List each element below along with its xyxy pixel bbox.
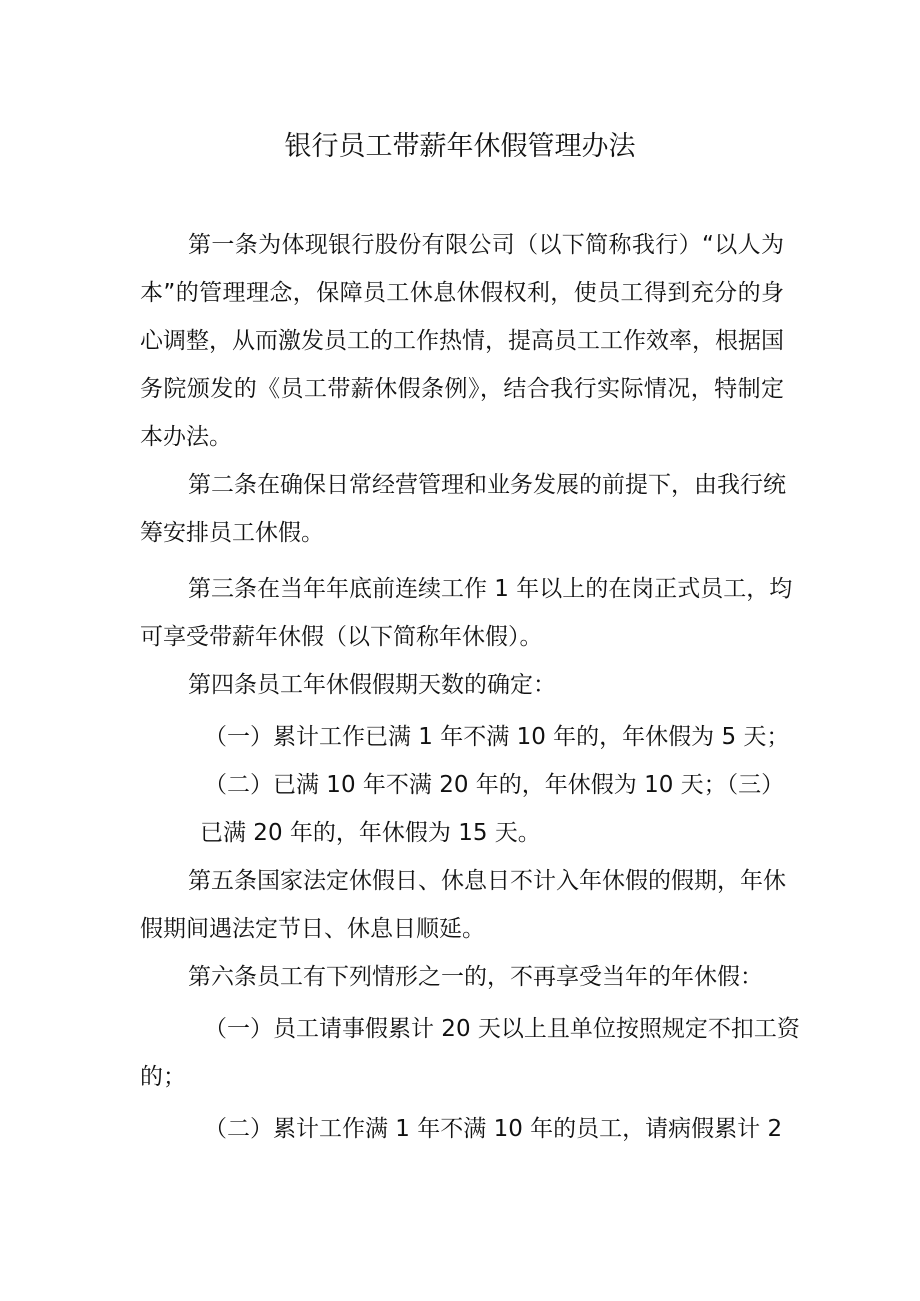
text-line: 假期间遇法定节日、休息日顺延。 (140, 916, 485, 942)
text-line: 第一条为体现银行股份有限公司（以下简称我行）“以人为 (188, 232, 784, 258)
text-line: 心调整，从而激发员工的工作热情，提高员工工作效率，根据国 (140, 328, 784, 354)
text-line: 的； (140, 1064, 186, 1090)
document-title: 银行员工带薪年休假管理办法 (284, 131, 636, 162)
text-line: 第二条在确保日常经营管理和业务发展的前提下，由我行统 (188, 472, 786, 498)
text-line: （一）员工请事假累计 20 天以上且单位按照规定不扣工资 (204, 1016, 800, 1042)
text-line: （二）累计工作满 1 年不满 10 年的员工，请病假累计 2 (204, 1116, 783, 1142)
text-line: 本”的管理理念，保障员工休息休假权利，使员工得到充分的身 (140, 280, 784, 306)
text-line: 第三条在当年年底前连续工作 1 年以上的在岗正式员工，均 (188, 576, 793, 602)
text-line: 第四条员工年休假假期天数的确定： (188, 672, 556, 698)
text-line: 本办法。 (140, 424, 232, 450)
text-line: 第六条员工有下列情形之一的，不再享受当年的年休假： (188, 964, 763, 990)
text-line: 可享受带薪年休假（以下简称年休假）。 (140, 624, 543, 650)
text-line: （二）已满 10 年不满 20 年的，年休假为 10 天；（三） (204, 772, 785, 798)
text-line: （一）累计工作已满 1 年不满 10 年的，年休假为 5 天； (204, 724, 790, 750)
text-line: 务院颁发的《员工带薪休假条例》，结合我行实际情况，特制定 (140, 376, 784, 402)
text-line: 已满 20 年的，年休假为 15 天。 (200, 820, 541, 846)
text-line: 第五条国家法定休假日、休息日不计入年休假的假期，年休 (188, 868, 786, 894)
text-line: 筹安排员工休假。 (140, 520, 324, 546)
